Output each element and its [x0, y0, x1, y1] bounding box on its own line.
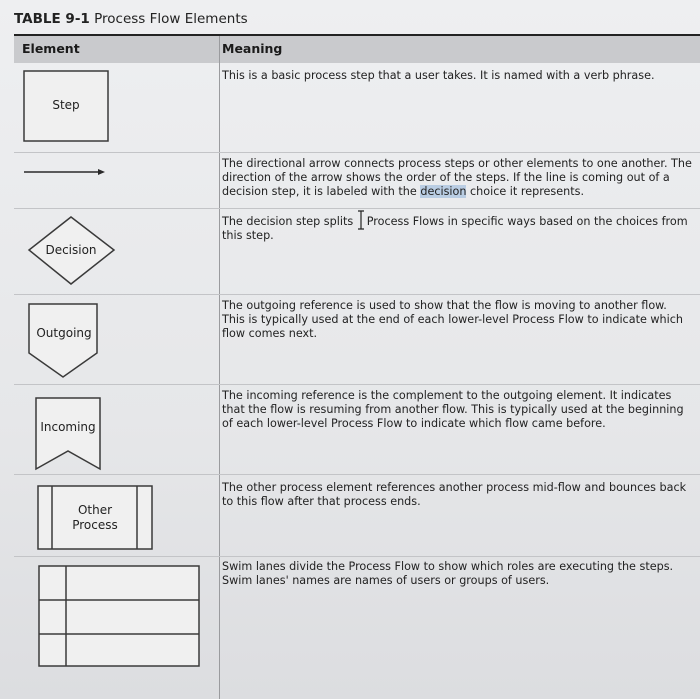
outgoing-label: Outgoing: [36, 326, 92, 340]
row-divider: [14, 152, 700, 153]
swim-lanes-shape: [38, 565, 202, 673]
other-process-label-line1: Other: [77, 503, 113, 517]
table-title: Process Flow Elements: [94, 11, 248, 27]
incoming-label: Incoming: [40, 420, 96, 434]
row-step-meaning: This is a basic process step that a user takes. It is named with a verb phrase.: [222, 69, 655, 82]
decision-label: Decision: [45, 243, 97, 257]
column-divider: [219, 36, 220, 699]
decision-meaning-end: Process Flows in specific ways based on the choices from this step.: [222, 215, 688, 242]
other-process-label: [52, 503, 138, 533]
highlighted-word: decision: [420, 185, 467, 198]
text-cursor-icon: [357, 213, 367, 229]
incoming-shape: [34, 396, 104, 476]
row-other-process-meaning: The other process element references another process mid-flow and bounces back to this flow after that process ends.: [222, 481, 687, 508]
row-decision-meaning: [222, 213, 692, 243]
row-divider: [14, 294, 700, 295]
row-incoming-meaning: The incoming reference is the complement to the outgoing element. It indicates that the flow is resuming from another flow. This is typically used at the beginning of each lower-level Process Flow to indicate which flow came before.: [222, 389, 684, 430]
row-outgoing-meaning: The outgoing reference is used to show that the flow is moving to another flow. This is typically used at the end of each lower-level Process Flow to indicate which flow comes next.: [222, 299, 683, 340]
table-header-row: [14, 36, 700, 63]
row-swim-lanes-meaning: Swim lanes divide the Process Flow to show which roles are executing the steps. Swim lanes' names are names of users or groups of users.: [222, 560, 674, 587]
row-divider: [14, 208, 700, 209]
step-label: Step: [52, 98, 80, 112]
other-process-label-line2: Process: [72, 518, 118, 532]
right-arrow-icon: [24, 162, 106, 181]
table-number: TABLE 9-1: [14, 11, 90, 27]
outgoing-shape: [27, 302, 101, 384]
header-element: Element: [22, 41, 80, 56]
row-arrow-meaning: [222, 157, 692, 199]
decision-meaning-start: The decision step splits: [222, 215, 357, 228]
arrow-meaning-text: The directional arrow connects process steps or other elements to one another. The direction of the arrow shows the order of the steps. If the line is coming out of a decision step, it is labeled with the decision choice it represents.: [222, 157, 692, 198]
row-divider: [14, 556, 700, 557]
row-divider: [14, 474, 700, 475]
table-caption: [14, 11, 248, 27]
row-divider: [14, 384, 700, 385]
header-meaning: Meaning: [222, 41, 283, 56]
